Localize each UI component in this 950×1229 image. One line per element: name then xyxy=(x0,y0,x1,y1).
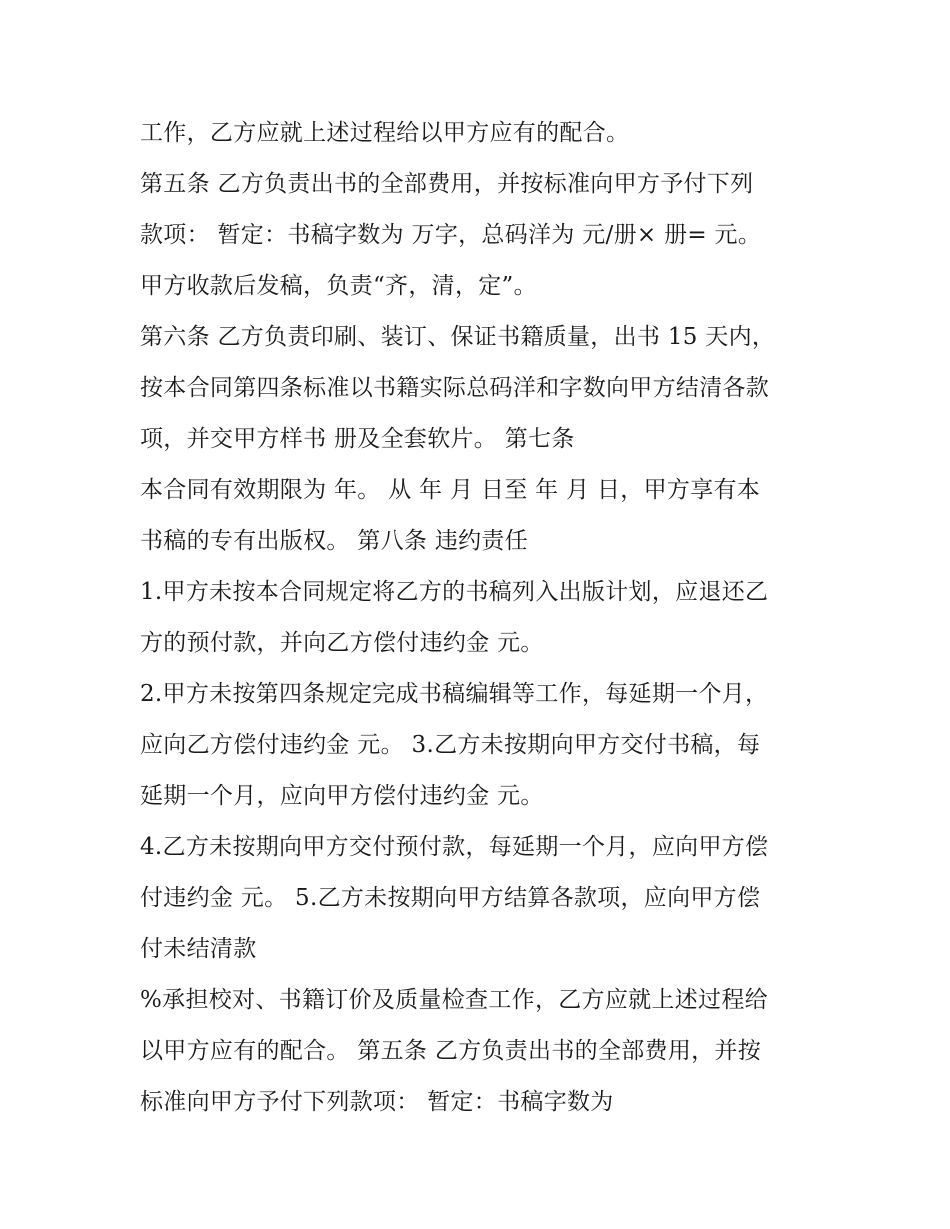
text-line: 第五条 乙方负责出书的全部费用，并按标准向甲方予付下列 xyxy=(140,171,754,197)
text-line: 方的预付款，并向乙方偿付违约金 元。 xyxy=(140,630,544,656)
document-body xyxy=(140,108,820,1128)
text-line: 工作，乙方应就上述过程给以甲方应有的配合。 xyxy=(140,120,630,146)
text-line: 应向乙方偿付违约金 元。 3.乙方未按期向甲方交付书稿，每 xyxy=(140,732,761,758)
text-line: 1.甲方未按本合同规定将乙方的书稿列入出版计划，应退还乙 xyxy=(140,579,769,605)
text-line: %承担校对、书籍订价及质量检查工作，乙方应就上述过程给 xyxy=(140,987,768,1013)
text-line: 本合同有效期限为 年。 从 年 月 日至 年 月 日，甲方享有本 xyxy=(140,477,761,503)
text-line: 甲方收款后发稿，负责“齐，清，定”。 xyxy=(140,273,537,299)
text-line: 项，并交甲方样书 册及全套软片。 第七条 xyxy=(140,426,575,452)
text-line: 第六条 乙方负责印刷、装订、保证书籍质量，出书 15 天内， xyxy=(140,324,776,350)
text-line: 款项： 暂定：书稿字数为 万字，总码洋为 元/册× 册= 元。 xyxy=(140,222,762,248)
text-line: 标准向甲方予付下列款项： 暂定：书稿字数为 xyxy=(140,1089,614,1115)
text-line: 2.甲方未按第四条规定完成书稿编辑等工作，每延期一个月， xyxy=(140,681,769,707)
text-line: 按本合同第四条标准以书籍实际总码洋和字数向甲方结清各款 xyxy=(140,375,770,401)
text-line: 付未结清款 xyxy=(140,936,257,962)
text-line: 4.乙方未按期向甲方交付预付款，每延期一个月，应向甲方偿 xyxy=(140,834,769,860)
text-line: 以甲方应有的配合。 第五条 乙方负责出书的全部费用，并按 xyxy=(140,1038,762,1064)
text-line: 付违约金 元。 5.乙方未按期向甲方结算各款项，应向甲方偿 xyxy=(140,885,761,911)
text-line: 延期一个月，应向甲方偿付违约金 元。 xyxy=(140,783,544,809)
text-line: 书稿的专有出版权。 第八条 违约责任 xyxy=(140,528,529,554)
